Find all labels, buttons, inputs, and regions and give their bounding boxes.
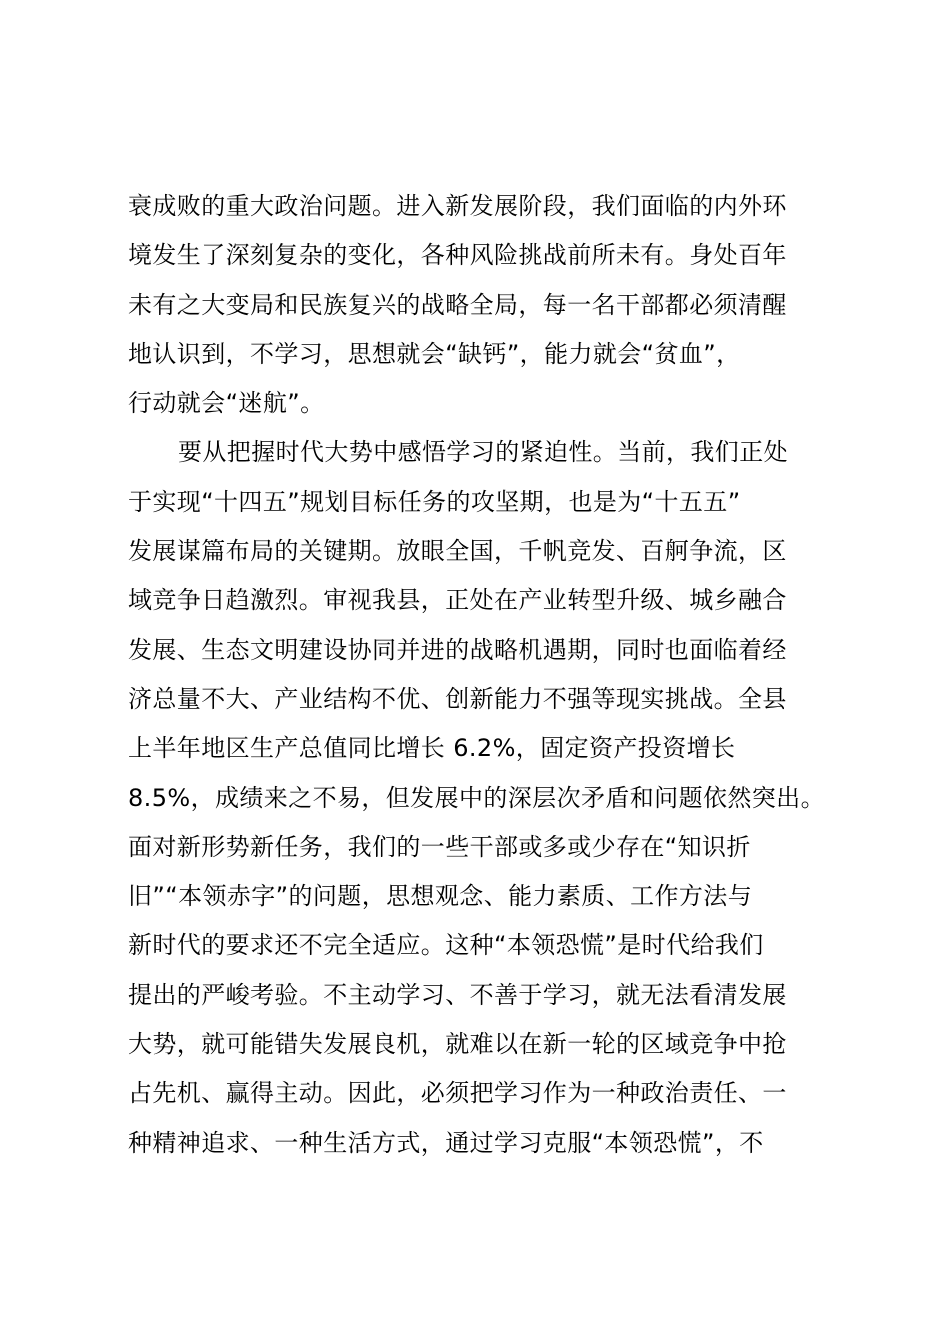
text-line: 占先机、赢得主动。因此，必须把学习作为一种政治责任、一 [128, 1079, 787, 1108]
text-line: 济总量不大、产业结构不优、创新能力不强等现实挑战。全县 [128, 684, 787, 713]
text-line: 于实现“十四五”规划目标任务的攻坚期，也是为“十五五” [128, 487, 741, 516]
text-line: 8.5%，成绩来之不易，但发展中的深层次矛盾和问题依然突出。 [128, 783, 825, 812]
text-line: 地认识到，不学习，思想就会“缺钙”，能力就会“贫血”， [128, 339, 741, 368]
text-line: 发展谋篇布局的关键期。放眼全国，千帆竞发、百舸争流，区 [128, 537, 787, 566]
text-line: 域竞争日趋激烈。审视我县，正处在产业转型升级、城乡融合 [128, 586, 787, 615]
text-line: 境发生了深刻复杂的变化，各种风险挑战前所未有。身处百年 [128, 241, 787, 270]
text-line: 发展、生态文明建设协同并进的战略机遇期，同时也面临着经 [128, 635, 787, 664]
text-line: 面对新形势新任务，我们的一些干部或多或少存在“知识折 [128, 832, 751, 861]
text-line: 提出的严峻考验。不主动学习、不善于学习，就无法看清发展 [128, 980, 787, 1009]
text-line: 衰成败的重大政治问题。进入新发展阶段，我们面临的内外环 [128, 192, 787, 220]
text-line: 未有之大变局和民族复兴的战略全局，每一名干部都必须清醒 [128, 290, 787, 319]
text-line: 新时代的要求还不完全适应。这种“本领恐慌”是时代给我们 [128, 931, 764, 960]
paragraph-first-line: 要从把握时代大势中感悟学习的紧迫性。当前，我们正处 [178, 438, 788, 467]
body-text [128, 182, 848, 1168]
text-line: 旧”“本领赤字”的问题，思想观念、能力素质、工作方法与 [128, 882, 753, 911]
text-line: 大势，就可能错失发展良机，就难以在新一轮的区域竞争中抢 [128, 1030, 787, 1059]
text-line: 行动就会“迷航”。 [128, 389, 325, 418]
text-line: 种精神追求、一种生活方式，通过学习克服“本领恐慌”，不 [128, 1128, 764, 1157]
text-line: 上半年地区生产总值同比增长 6.2%，固定资产投资增长 [128, 734, 736, 763]
